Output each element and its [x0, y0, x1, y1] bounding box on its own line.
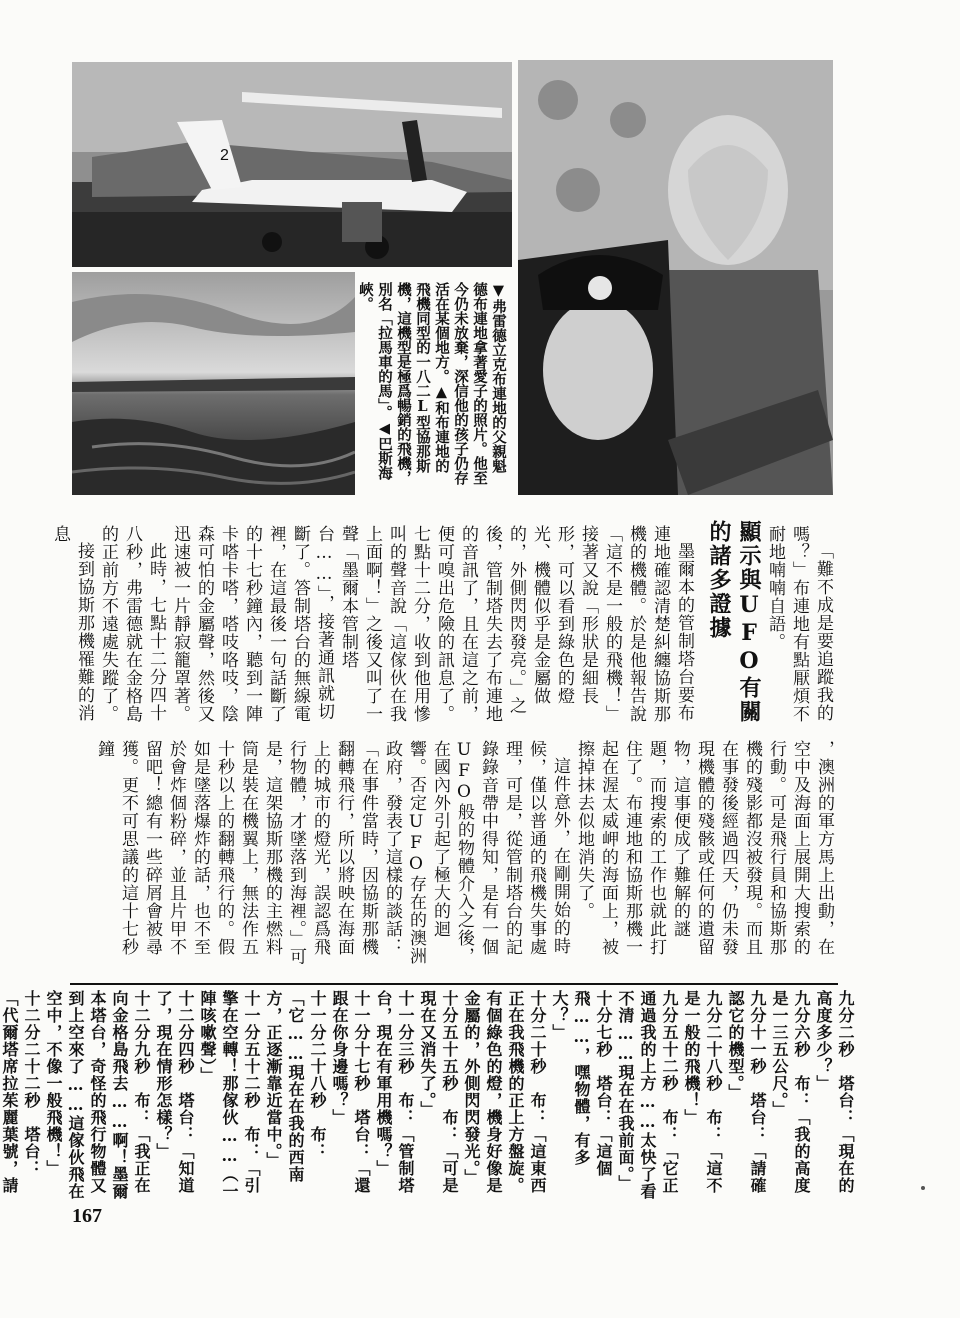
transcript-line: 十一分二十八秒 布：「它……現在在我的西南方，正逐漸靠近當中。」 — [264, 990, 327, 1183]
paragraph: 這件意外，在剛開始的時候，僅以普通的飛機失事處理，可是，從管制塔台的記錄錄音帶中得知，是有一個UFO般的物體介入之後，在國內外引起了極大的迴響。否定UFO存在的澳洲政府，發表了這樣的談話：「在事件當時，因協斯那機翻轉飛行，所以將映在海面上的城市的燈光，誤認爲飛行物體，才墜落到海裡。」可是，這架協斯那機的主燃料筒是裝在機翼上，無法作五十秒以上的翻轉飛行的。假如是墜落爆炸的話，也不至於會炸個粉碎，並且片甲不留吧！總有一些碎屑會被尋獲。更不可思議的這十七秒鐘 — [94, 740, 570, 966]
section-heading: 顯示與UFO有關的諸多證據 — [706, 520, 762, 724]
father-with-photo — [518, 60, 833, 495]
transcript-line: 十一分五十二秒 布：「引擎在空轉！那傢伙……（一陣咳嗽聲）」 — [198, 990, 261, 1200]
paragraph: 墨爾本的管制塔台要布連地確認清楚糾纏協斯那機的機體。於是他報告說「這不是一般的飛機！」接著又說「形狀是細長形，可以看到綠色的燈光、機體似乎是金屬做的，外側閃閃發亮。」之後，管制塔失去了布連地的音訊了，且在這之前，便可嗅出危險的訊息了。七點十二分，收到他用慘叫的聲音說「這傢伙在我上面啊！」之後又叫了一聲「墨爾本管制塔台……」，接著通訊就切斷了。答制塔台的無線電裡，在這最後一句話斷了的十七秒鐘內，聽到一陣卡嗒卡嗒，嗒吱咯吱，陰森可怕的金屬聲，然後又迅速被一片靜寂籠罩著。 — [170, 525, 694, 723]
transcript-line: 十分五十五秒 布：「可是現在又消失了。」 — [418, 990, 459, 1194]
paragraph: 「難不成是要追蹤我的嗎？」布連地有點厭煩不耐地喃喃自語。 — [765, 525, 833, 723]
transcript-line: 十一分十七秒 塔台：「還跟在你身邊嗎？」 — [330, 990, 371, 1194]
transcript-line: 十二分四秒 塔台：「知道了，現在情形怎樣？」 — [154, 990, 195, 1194]
bass-strait-seascape-photo — [72, 272, 355, 495]
text-column-middle — [56, 740, 836, 970]
transcript-line: 九分二秒 塔台：「現在的高度多少？」 — [814, 990, 855, 1194]
transcript-line: 十分七秒 塔台：「這個飛……，嘿物體，有多大？」 — [550, 990, 613, 1177]
section-divider — [70, 983, 838, 985]
page-number: 167 — [72, 1205, 102, 1227]
transcript-line: 十一分三秒 布：「管制塔台，現在有軍用機嗎？」 — [374, 990, 415, 1194]
transcript-line: 九分六秒 布：「我的高度是一三五公尺。」 — [770, 990, 811, 1194]
svg-text:2: 2 — [220, 147, 229, 164]
transcript-line: 九分十一秒 塔台：「請確認它的機型。」 — [726, 990, 767, 1194]
paragraph: 此時，七點十二分四十八秒，弗雷德就在金格島的正前方不遠處失蹤了。 — [98, 525, 166, 723]
photo-caption: ▼弗雷德立克布連地的父親魁德布連地拿著愛子的照片。他至今仍未放棄，深信他的孩子仍存活在某個地方。▲和布連地的飛機同型的一八二L型協那斯機，這機型是極爲暢銷的飛機，別名「拉馬車的馬」。◀巴斯海峽。 — [357, 282, 507, 485]
transcript-line: 十二分二十二秒 塔台：「代爾塔席拉茱麗葉號，請 — [0, 990, 41, 1194]
paragraph: ，澳洲的軍方馬上出動，在空中及海面上展開大搜索的行動。可是飛行員和協斯那機的殘影都沒被發現。而且在事發後經過四天，仍未發現機體的殘骸或任何的遺留物，這事便成了難解的謎題，而搜索的工作也就此打住了。布連地和協斯那機一起在渥太威岬的海面上，被擦掉抹去似地消失了。 — [574, 740, 834, 956]
transcript-line: 九分二十八秒 布：「這不是一般的飛機！」 — [682, 990, 723, 1194]
cessna-airplane-photo — [72, 62, 512, 267]
transcript-line: 十二分九秒 布：「我正在向金格島飛去……啊！墨爾本塔台，奇怪的飛行物體又到上空來了……這傢伙飛在空中，不像一般飛機！」 — [44, 990, 151, 1200]
transcript-line: 十分二十秒 布：「這東西正在我飛機的正上方盤旋。有個綠色的燈，機身好像是金屬的，外側閃閃發光。」 — [462, 990, 547, 1194]
text-column-main — [50, 525, 696, 730]
transcript-line: 九分五十二秒 布：「它正通過我的上方……太快了看不清……現在在我前面。」 — [616, 990, 679, 1200]
paragraph: 接到協斯那機罹難的消息 — [50, 525, 94, 722]
transcript-block — [0, 990, 856, 1200]
text-column-intro — [760, 525, 835, 730]
scan-dot — [921, 1186, 925, 1190]
